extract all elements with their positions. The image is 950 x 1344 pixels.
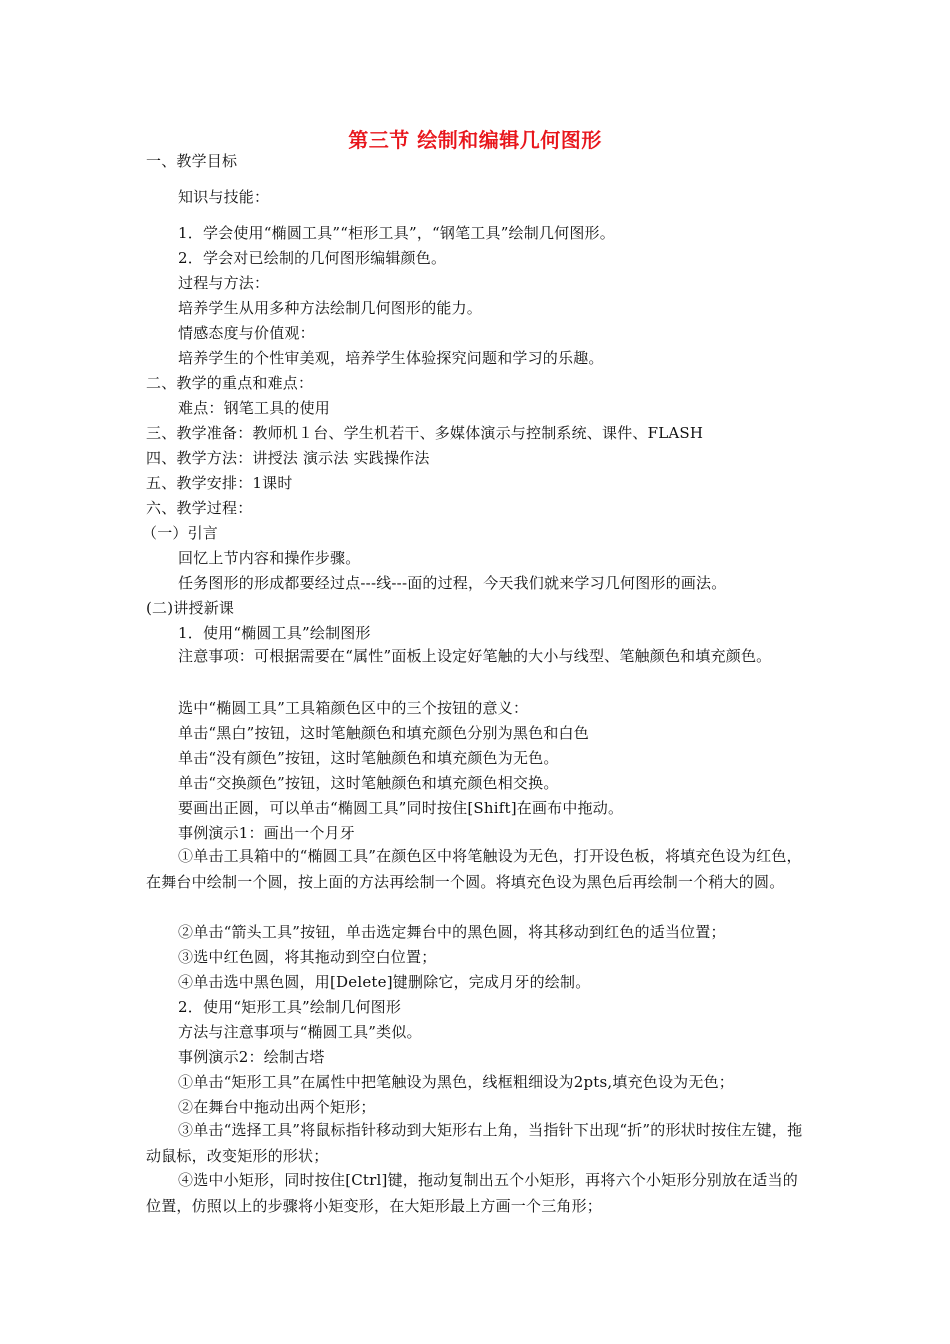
heading-process: 六、教学过程： bbox=[146, 499, 253, 517]
paragraph: ④选中小矩形，同时按住[Ctrl]键，拖动复制出五个小矩形，再将六个小矩形分别放在适当的位置，仿照以上的步骤将小矩变形，在大矩形最上方画一个三角形； bbox=[146, 1171, 798, 1215]
heading-key-points: 二、教学的重点和难点： bbox=[146, 374, 314, 392]
paragraph: 2．学会对已绘制的几何图形编辑颜色。 bbox=[178, 249, 447, 267]
paragraph: 方法与注意事项与“椭圆工具”类似。 bbox=[178, 1023, 422, 1041]
paragraph: ③选中红色圆，将其拖动到空白位置； bbox=[178, 948, 437, 966]
paragraph: 培养学生从用多种方法绘制几何图形的能力。 bbox=[178, 299, 483, 317]
heading-objectives: 一、教学目标 bbox=[146, 152, 238, 170]
heading-preparation: 三、教学准备：教师机１台、学生机若干、多媒体演示与控制系统、课件、FLASH bbox=[146, 424, 704, 442]
paragraph: 难点：钢笔工具的使用 bbox=[178, 399, 331, 417]
paragraph: 单击“黑白”按钮，这时笔触颜色和填充颜色分别为黑色和白色 bbox=[178, 724, 589, 742]
subheading-attitude: 情感态度与价值观： bbox=[178, 324, 315, 342]
paragraph: 任务图形的形成都要经过点---线---面的过程，今天我们就来学习几何图形的画法。 bbox=[178, 574, 727, 592]
paragraph: 选中“椭圆工具”工具箱颜色区中的三个按钮的意义： bbox=[178, 699, 529, 717]
example-heading: 事例演示1：画出一个月牙 bbox=[178, 824, 355, 842]
paragraph: ②在舞台中拖动出两个矩形； bbox=[178, 1098, 376, 1116]
subheading-knowledge: 知识与技能： bbox=[178, 188, 270, 206]
heading-schedule: 五、教学安排：1课时 bbox=[146, 474, 293, 492]
page-title: 第三节 绘制和编辑几何图形 bbox=[348, 128, 602, 152]
paragraph: ④单击选中黑色圆，用[Delete]键删除它，完成月牙的绘制。 bbox=[178, 973, 591, 991]
subheading-new-lesson: (二)讲授新课 bbox=[146, 599, 235, 617]
paragraph: 要画出正圆，可以单击“椭圆工具”同时按住[Shift]在画布中拖动。 bbox=[178, 799, 624, 817]
paragraph: ③单击“选择工具”将鼠标指针移动到大矩形右上角，当指针下出现“折”的形状时按住左键，拖动鼠标，改变矩形的形状； bbox=[146, 1121, 803, 1165]
section-heading: 1．使用“椭圆工具”绘制图形 bbox=[178, 624, 371, 642]
paragraph: 培养学生的个性审美观，培养学生体验探究问题和学习的乐趣。 bbox=[178, 349, 604, 367]
paragraph: 单击“没有颜色”按钮，这时笔触颜色和填充颜色为无色。 bbox=[178, 749, 559, 767]
example-heading: 事例演示2：绘制古塔 bbox=[178, 1048, 325, 1066]
paragraph: 注意事项：可根据需要在“属性”面板上设定好笔触的大小与线型、笔触颜色和填充颜色。 bbox=[178, 647, 772, 665]
heading-methods: 四、教学方法：讲授法 演示法 实践操作法 bbox=[146, 449, 430, 467]
paragraph: 回忆上节内容和操作步骤。 bbox=[178, 549, 361, 567]
paragraph: ①单击工具箱中的“椭圆工具”在颜色区中将笔触设为无色，打开设色板，将填充色设为红色，在舞台中绘制一个圆，按上面的方法再绘制一个圆。将填充色设为黑色后再绘制一个稍大的圆。 bbox=[146, 847, 802, 891]
subheading-process: 过程与方法： bbox=[178, 274, 270, 292]
section-heading: 2．使用“矩形工具”绘制几何图形 bbox=[178, 998, 402, 1016]
paragraph: 1．学会使用“椭圆工具”“柜形工具”，“钢笔工具”绘制几何图形。 bbox=[178, 224, 615, 242]
paragraph: ①单击“矩形工具”在属性中把笔触设为黑色，线框粗细设为2pts,填充色设为无色； bbox=[178, 1073, 734, 1091]
paragraph: ②单击“箭头工具”按钮，单击选定舞台中的黑色圆，将其移动到红色的适当位置； bbox=[178, 923, 726, 941]
paragraph: 单击“交换颜色”按钮，这时笔触颜色和填充颜色相交换。 bbox=[178, 774, 559, 792]
subheading-intro: （一）引言 bbox=[142, 524, 219, 542]
